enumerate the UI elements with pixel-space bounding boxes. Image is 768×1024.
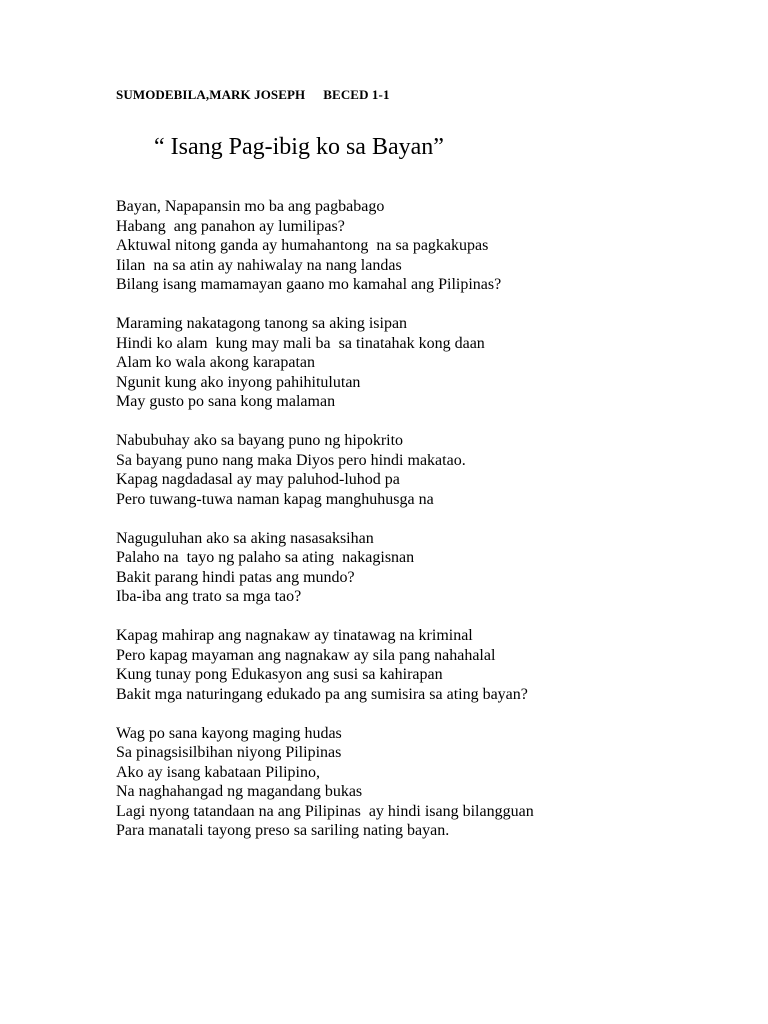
poem-line: Ngunit kung ako inyong pahihitulutan [116,373,361,391]
author-name: SUMODEBILA,MARK JOSEPH [116,87,306,102]
poem-line: Aktuwal nitong ganda ay humahantong na sa pagkakupas [116,237,489,254]
poem-line: Sa pinagsisilbihan niyong Pilipinas [116,744,342,761]
poem-line: Na naghahangad ng magandang bukas [116,783,363,800]
poem-line: Nabubuhay ako sa bayang puno ng hipokrito [116,432,404,449]
poem-line: Lagi nyong tatandaan na ang Pilipinas ay hindi isang bilangguan [116,802,534,820]
poem-line: Iba-iba ang trato sa mga tao? [116,588,302,605]
stanza [116,197,736,295]
poem-line: Alam ko wala akong karapatan [116,354,316,371]
poem-line: Ako ay isang kabataan Pilipino, [116,763,320,781]
stanza [116,314,736,412]
course-section: BECED 1-1 [323,87,390,102]
poem-line: Pero tuwang-tuwa naman kapag manghuhusga na [116,490,434,508]
poem-line: Kung tunay pong Edukasyon ang susi sa kahirapan [116,666,443,683]
poem-title: “ Isang Pag-ibig ko sa Bayan” [154,134,444,160]
poem-line: Para manatali tayong preso sa sariling nating bayan. [116,822,450,839]
poem-line: Habang ang panahon ay lumilipas? [116,217,345,235]
poem-line: Bilang isang mamamayan gaano mo kamahal ang Pilipinas? [116,276,502,293]
poem-line: Palaho na tayo ng palaho sa ating nakagisnan [116,549,415,566]
poem-line: Kapag mahirap ang nagnakaw ay tinatawag na kriminal [116,627,473,644]
poem-line: Iilan na sa atin ay nahiwalay na nang landas [116,256,402,274]
document-header [116,87,390,103]
poem-line: Sa bayang puno nang maka Diyos pero hindi makatao. [116,451,466,469]
poem-line: Bakit parang hindi patas ang mundo? [116,568,355,586]
poem-body [116,197,736,860]
poem-line: Maraming nakatagong tanong sa aking isipan [116,315,408,332]
poem-line: Wag po sana kayong maging hudas [116,724,342,742]
poem-line: Naguguluhan ako sa aking nasasaksihan [116,529,374,547]
poem-line: Pero kapag mayaman ang nagnakaw ay sila pang nahahalal [116,646,496,664]
poem-line: May gusto po sana kong malaman [116,393,336,410]
stanza [116,529,736,607]
stanza [116,431,736,509]
stanza [116,724,736,841]
poem-line: Kapag nagdadasal ay may paluhod-luhod pa [116,471,400,488]
poem-line: Hindi ko alam kung may mali ba sa tinatahak kong daan [116,334,485,352]
poem-line: Bakit mga naturingang edukado pa ang sumisira sa ating bayan? [116,685,528,703]
poem-line: Bayan, Napapansin mo ba ang pagbabago [116,198,385,215]
stanza [116,626,736,704]
